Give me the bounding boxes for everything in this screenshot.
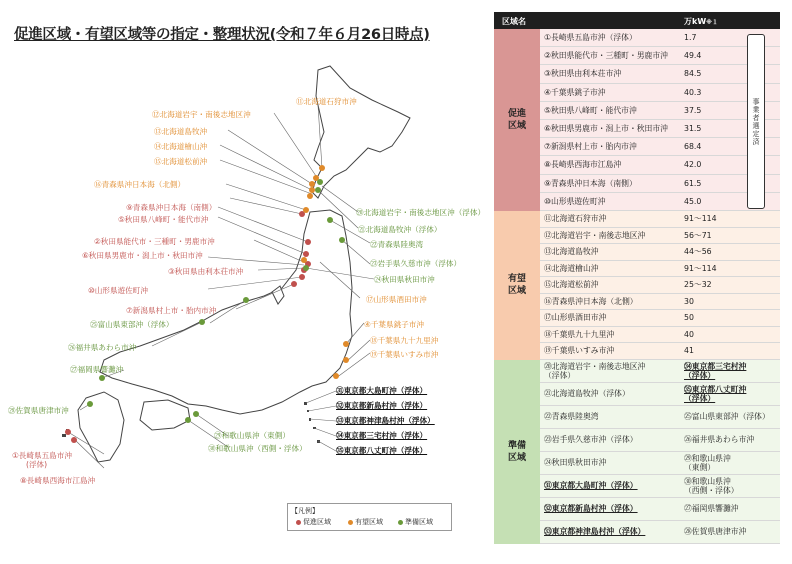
table-row xyxy=(540,120,780,138)
row-area-right: ㉟東京都八丈町沖 （浮体） xyxy=(684,384,747,403)
map-label-16: ⑯青森県沖日本海（北側） xyxy=(94,180,186,189)
map-label-13: ⑬北海道島牧沖 xyxy=(154,127,208,136)
map-label-5: ⑤秋田県八峰町・能代市沖 xyxy=(118,215,209,224)
map-label-29: ㉙和歌山県沖（東側） xyxy=(214,431,290,440)
row-capacity: 25～32 xyxy=(684,280,712,290)
legend-title: 【凡例】 xyxy=(291,507,319,515)
map-label-30: ㉚和歌山県沖（西側・浮体） xyxy=(208,444,307,453)
row-area-name: ⑥秋田県男鹿市・潟上市・秋田市沖 xyxy=(544,124,668,134)
map-label-32: ㉜東京都新島村沖（浮体） xyxy=(336,401,428,410)
map-label-3: ③秋田県由利本荘市沖 xyxy=(168,267,244,276)
map-label-4: ④千葉県銚子市沖 xyxy=(364,320,424,329)
row-area-name: ②秋田県能代市・三種町・男鹿市沖 xyxy=(544,51,668,61)
row-capacity: 61.5 xyxy=(684,178,702,188)
table-header xyxy=(494,12,780,29)
table-row xyxy=(540,360,780,383)
map-label-27: ㉗福岡県響灘沖 xyxy=(70,365,124,374)
map-label-18: ⑱千葉県九十九里沖 xyxy=(370,336,439,345)
row-area-name: ⑮北海道松前沖 xyxy=(544,280,599,290)
row-capacity: 37.5 xyxy=(684,105,702,115)
map-label-9: ⑨青森県沖日本海（南側） xyxy=(126,203,217,212)
table-row xyxy=(540,211,780,228)
row-area-right: ㉙和歌山県沖 （東側） xyxy=(684,453,731,472)
map-label-35: ㉟東京都八丈町沖（浮体） xyxy=(336,446,428,455)
row-area-name: ③秋田県由利本荘市沖 xyxy=(544,69,622,79)
row-capacity: 68.4 xyxy=(684,142,702,152)
row-area-name: ⑩山形県遊佐町沖 xyxy=(544,196,606,206)
legend-preparation: 準備区域 xyxy=(398,517,433,527)
map-label-10: ⑩山形県遊佐町沖 xyxy=(88,286,148,295)
table-row xyxy=(540,406,780,429)
row-area-name: ①長崎県五島市沖（浮体） xyxy=(544,33,637,43)
row-area-right: ㉘佐賀県唐津市沖 xyxy=(684,527,747,536)
table-row xyxy=(540,343,780,360)
map-label-15: ⑮北海道松前沖 xyxy=(154,157,208,166)
row-area-left: ㉑北海道島牧沖（浮体） xyxy=(544,389,630,398)
map-label-2: ②秋田県能代市・三種町・男鹿市沖 xyxy=(94,237,215,246)
row-capacity: 41 xyxy=(684,346,694,356)
row-capacity: 44～56 xyxy=(684,247,712,257)
table-row xyxy=(540,65,780,83)
row-area-name: ⑰山形県酒田市沖 xyxy=(544,313,607,323)
table-row xyxy=(540,102,780,120)
map-label-20: ⑳北海道岩宇・南後志地区沖（浮体） xyxy=(356,208,486,217)
table-row xyxy=(540,383,780,406)
map-label-21: ㉑北海道島牧沖（浮体） xyxy=(358,225,442,234)
map-label-7: ⑦新潟県村上市・胎内市沖 xyxy=(126,306,217,315)
map-label-6: ⑥秋田県男鹿市・潟上市・秋田市沖 xyxy=(82,251,203,260)
row-area-right: ㉖福井県あわら市沖 xyxy=(684,435,755,444)
map-legend xyxy=(287,503,452,531)
map-label-8: ⑧長崎県西海市江島沖 xyxy=(20,476,96,485)
table-row xyxy=(540,294,780,311)
table-row xyxy=(540,156,780,174)
row-area-left: ㉓岩手県久慈市沖（浮体） xyxy=(544,435,638,444)
row-capacity: 31.5 xyxy=(684,124,702,134)
row-area-right: ㉞東京都三宅村沖 （浮体） xyxy=(684,361,747,380)
header-area-name: 区域名 xyxy=(502,17,526,26)
map-label-23: ㉓岩手県久慈市沖（浮体） xyxy=(370,259,462,268)
table-row xyxy=(540,475,780,498)
table-row xyxy=(540,84,780,102)
row-area-name: ⑯青森県沖日本海（北側） xyxy=(544,296,638,306)
table-row xyxy=(540,138,780,156)
map-label-1-floating: (浮体) xyxy=(26,460,48,469)
row-area-right: ㉚和歌山県沖 （西側・浮体） xyxy=(684,476,739,495)
map-label-28: ㉘佐賀県唐津市沖 xyxy=(8,406,69,415)
table-row xyxy=(540,277,780,294)
row-area-name: ⑪北海道石狩市沖 xyxy=(544,214,607,224)
row-area-name: ⑤秋田県八峰町・能代市沖 xyxy=(544,105,637,115)
table-row xyxy=(540,429,780,452)
map-label-12: ⑫北海道岩宇・南後志地区沖 xyxy=(152,110,251,119)
row-capacity: 45.0 xyxy=(684,196,702,206)
map-label-24: ㉔秋田県秋田市沖 xyxy=(374,275,435,284)
row-capacity: 30 xyxy=(684,296,694,306)
hokkaido-shape xyxy=(312,66,410,198)
table-row xyxy=(540,193,780,211)
row-capacity: 84.5 xyxy=(684,69,702,79)
row-area-name: ⑬北海道島牧沖 xyxy=(544,247,599,257)
table-row xyxy=(540,521,780,544)
row-area-name: ⑱千葉県九十九里沖 xyxy=(544,329,615,339)
table-row xyxy=(540,29,780,47)
row-area-name: ⑨青森県沖日本海（南側） xyxy=(544,178,637,188)
row-capacity: 42.0 xyxy=(684,160,702,170)
row-capacity: 91～114 xyxy=(684,214,717,224)
table-row xyxy=(540,47,780,65)
row-area-left: ㉛東京都大島町沖（浮体） xyxy=(544,481,638,490)
legend-dot-green xyxy=(398,520,403,525)
table-row xyxy=(540,452,780,475)
row-capacity: 56～71 xyxy=(684,230,712,240)
legend-dot-red xyxy=(296,520,301,525)
map-label-26: ㉖福井県あわら市沖 xyxy=(68,343,137,352)
map-label-19: ⑲千葉県いすみ市沖 xyxy=(370,350,439,359)
row-area-name: ⑭北海道檜山沖 xyxy=(544,263,599,273)
category-preparation: 準備 区域 xyxy=(494,360,540,544)
selected-operators-note: 事業者選定済 xyxy=(747,34,765,209)
header-unit: 万kW※１ xyxy=(684,17,718,26)
legend-promising: 有望区域 xyxy=(348,517,383,527)
map-label-25: ㉕富山県東部沖（浮体） xyxy=(90,320,174,329)
row-area-name: ④千葉県銚子市沖 xyxy=(544,87,606,97)
row-area-name: ⑲千葉県いすみ市沖 xyxy=(544,346,615,356)
map-label-31: ㉛東京都大島町沖（浮体） xyxy=(336,386,428,395)
page-title: 促進区域・有望区域等の指定・整理状況(令和７年６月26日時点) xyxy=(14,27,430,43)
table-row xyxy=(540,261,780,278)
row-capacity: 50 xyxy=(684,313,694,323)
map-label-17: ⑰山形県酒田市沖 xyxy=(366,295,427,304)
row-area-name: ⑧長崎県西海市江島沖 xyxy=(544,160,622,170)
map-label-14: ⑭北海道檜山沖 xyxy=(154,142,208,151)
row-area-right: ㉗福岡県響灘沖 xyxy=(684,504,739,513)
legend-dot-orange xyxy=(348,520,353,525)
category-promising: 有望 区域 xyxy=(494,211,540,360)
map-label-1: ①長崎県五島市沖 xyxy=(12,451,72,460)
row-capacity: 91～114 xyxy=(684,263,717,273)
row-capacity: 40.3 xyxy=(684,87,702,97)
map-label-33: ㉝東京都神津島村沖（浮体） xyxy=(336,416,435,425)
row-area-left: ㉒青森県陸奥湾 xyxy=(544,412,599,421)
row-area-name: ⑫北海道岩宇・南後志地区沖 xyxy=(544,230,646,240)
row-capacity: 40 xyxy=(684,329,694,339)
table-row xyxy=(540,228,780,245)
row-area-left: ㉝東京都神津島村沖（浮体） xyxy=(544,527,646,536)
table-row xyxy=(540,498,780,521)
row-capacity: 1.7 xyxy=(684,33,697,43)
map-label-34: ㉞東京都三宅村沖（浮体） xyxy=(336,431,428,440)
row-area-name: ⑦新潟県村上市・胎内市沖 xyxy=(544,142,637,152)
row-capacity: 49.4 xyxy=(684,51,702,61)
shikoku-shape xyxy=(140,400,190,430)
row-area-left: ㉔秋田県秋田市沖 xyxy=(544,458,607,467)
table-row xyxy=(540,175,780,193)
table-row xyxy=(540,310,780,327)
table-row xyxy=(540,327,780,344)
table-row xyxy=(540,244,780,261)
legend-promotion: 促進区域 xyxy=(296,517,331,527)
row-area-left: ⑳北海道岩宇・南後志地区沖 （浮体） xyxy=(544,361,646,380)
row-area-left: ㉜東京都新島村沖（浮体） xyxy=(544,504,638,513)
map-label-22: ㉒青森県陸奥湾 xyxy=(370,240,424,249)
row-area-right: ㉕富山県東部沖（浮体） xyxy=(684,412,770,421)
map-label-11: ⑪北海道石狩市沖 xyxy=(296,97,357,106)
kyushu-shape xyxy=(78,392,124,462)
category-promotion: 促進 区域 xyxy=(494,29,540,211)
